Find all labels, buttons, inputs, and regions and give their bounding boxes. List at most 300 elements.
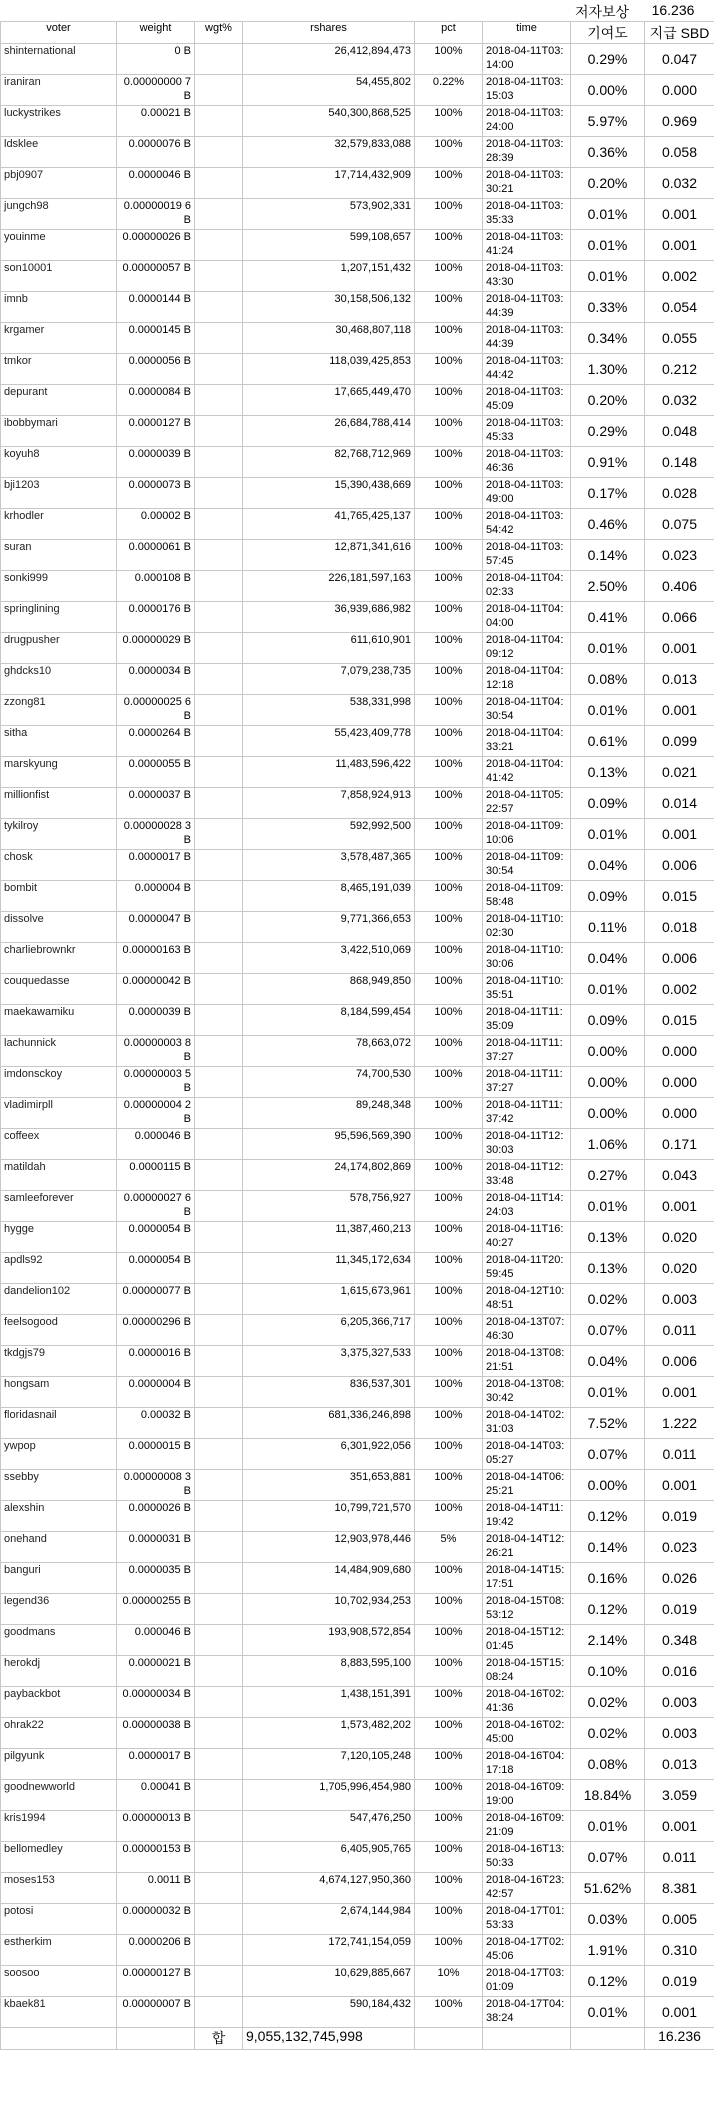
- table-row: [1, 478, 714, 509]
- voter-cell: krgamer: [1, 323, 117, 354]
- pct-cell: 100%: [415, 1315, 483, 1346]
- table-row: [1, 1904, 714, 1935]
- voter-cell: kris1994: [1, 1811, 117, 1842]
- table-row: [1, 1129, 714, 1160]
- rshares-cell: 573,902,331: [243, 199, 415, 230]
- time-cell: 2018-04-12T10:48:51: [483, 1284, 571, 1315]
- time-cell: 2018-04-11T16:40:27: [483, 1222, 571, 1253]
- wgt-pct-cell: [195, 788, 243, 819]
- author-reward-value: 16.236: [651, 2, 695, 18]
- rshares-cell: 11,387,460,213: [243, 1222, 415, 1253]
- weight-cell: 0.00000027 6 B: [117, 1191, 195, 1222]
- wgt-pct-cell: [195, 509, 243, 540]
- wgt-pct-cell: [195, 106, 243, 137]
- sbd-cell: 3.059: [645, 1780, 714, 1811]
- voter-cell: ghdcks10: [1, 664, 117, 695]
- contribution-cell: 0.33%: [571, 292, 645, 323]
- contribution-cell: 0.01%: [571, 695, 645, 726]
- contribution-cell: 0.14%: [571, 1532, 645, 1563]
- time-cell: 2018-04-14T11:19:42: [483, 1501, 571, 1532]
- contribution-cell: 0.02%: [571, 1687, 645, 1718]
- pct-cell: 100%: [415, 1873, 483, 1904]
- wgt-pct-cell: [195, 1067, 243, 1098]
- time-cell: 2018-04-14T15:17:51: [483, 1563, 571, 1594]
- wgt-pct-cell: [195, 850, 243, 881]
- rshares-cell: 6,205,366,717: [243, 1315, 415, 1346]
- sbd-cell: 0.019: [645, 1594, 714, 1625]
- table-row: [1, 416, 714, 447]
- pct-cell: 100%: [415, 1098, 483, 1129]
- pct-cell: 100%: [415, 912, 483, 943]
- contribution-cell: 0.01%: [571, 1377, 645, 1408]
- contribution-cell: 0.08%: [571, 1749, 645, 1780]
- voter-cell: goodmans: [1, 1625, 117, 1656]
- column-header-contribution: 기여도: [571, 22, 645, 44]
- rshares-cell: 30,468,807,118: [243, 323, 415, 354]
- rshares-cell: 172,741,154,059: [243, 1935, 415, 1966]
- voter-cell: bellomedley: [1, 1842, 117, 1873]
- rshares-cell: 226,181,597,163: [243, 571, 415, 602]
- pct-cell: 100%: [415, 1997, 483, 2028]
- table-row: [1, 943, 714, 974]
- rshares-cell: 74,700,530: [243, 1067, 415, 1098]
- weight-cell: 0.0000039 B: [117, 1005, 195, 1036]
- sbd-cell: 0.002: [645, 261, 714, 292]
- voter-cell: ibobbymari: [1, 416, 117, 447]
- rshares-cell: 578,756,927: [243, 1191, 415, 1222]
- wgt-pct-cell: [195, 1966, 243, 1997]
- voter-cell: luckystrikes: [1, 106, 117, 137]
- rshares-cell: 1,438,151,391: [243, 1687, 415, 1718]
- time-cell: 2018-04-16T02:41:36: [483, 1687, 571, 1718]
- sbd-cell: 0.019: [645, 1966, 714, 1997]
- sbd-cell: 0.001: [645, 1191, 714, 1222]
- pct-cell: 100%: [415, 1036, 483, 1067]
- rshares-cell: 1,615,673,961: [243, 1284, 415, 1315]
- time-cell: 2018-04-11T11:37:27: [483, 1036, 571, 1067]
- sbd-cell: 0.001: [645, 1470, 714, 1501]
- wgt-pct-cell: [195, 1501, 243, 1532]
- table-row: [1, 974, 714, 1005]
- voter-cell: hongsam: [1, 1377, 117, 1408]
- pct-cell: 100%: [415, 726, 483, 757]
- voter-cell: alexshin: [1, 1501, 117, 1532]
- time-cell: 2018-04-13T08:21:51: [483, 1346, 571, 1377]
- table-header-row: [1, 22, 714, 44]
- wgt-pct-cell: [195, 1625, 243, 1656]
- sbd-cell: 0.023: [645, 540, 714, 571]
- weight-cell: 0.0000004 B: [117, 1377, 195, 1408]
- weight-cell: 0.00000004 2 B: [117, 1098, 195, 1129]
- weight-cell: 0.00000007 B: [117, 1997, 195, 2028]
- contribution-cell: 0.00%: [571, 75, 645, 106]
- wgt-pct-cell: [195, 385, 243, 416]
- rshares-cell: 3,578,487,365: [243, 850, 415, 881]
- sbd-cell: 0.969: [645, 106, 714, 137]
- rshares-cell: 10,629,885,667: [243, 1966, 415, 1997]
- pct-cell: 100%: [415, 1594, 483, 1625]
- wgt-pct-cell: [195, 912, 243, 943]
- contribution-cell: 0.09%: [571, 788, 645, 819]
- time-cell: 2018-04-11T03:14:00: [483, 44, 571, 75]
- rshares-cell: 8,883,595,100: [243, 1656, 415, 1687]
- voter-cell: sonki999: [1, 571, 117, 602]
- weight-cell: 0.0000039 B: [117, 447, 195, 478]
- contribution-cell: 0.12%: [571, 1501, 645, 1532]
- column-header-rshares: rshares: [243, 22, 415, 44]
- wgt-pct-cell: [195, 881, 243, 912]
- contribution-cell: 0.20%: [571, 168, 645, 199]
- time-cell: 2018-04-16T13:50:33: [483, 1842, 571, 1873]
- rshares-cell: 611,610,901: [243, 633, 415, 664]
- rshares-cell: 118,039,425,853: [243, 354, 415, 385]
- time-cell: 2018-04-17T03:01:09: [483, 1966, 571, 1997]
- pct-cell: 100%: [415, 199, 483, 230]
- contribution-cell: 0.36%: [571, 137, 645, 168]
- table-row: [1, 1408, 714, 1439]
- time-cell: 2018-04-11T04:09:12: [483, 633, 571, 664]
- table-row: [1, 1842, 714, 1873]
- table-row: [1, 292, 714, 323]
- pct-cell: 100%: [415, 974, 483, 1005]
- contribution-cell: 0.46%: [571, 509, 645, 540]
- wgt-pct-cell: [195, 1253, 243, 1284]
- weight-cell: 0.00000028 3 B: [117, 819, 195, 850]
- contribution-cell: 0.17%: [571, 478, 645, 509]
- pct-cell: 100%: [415, 1129, 483, 1160]
- time-cell: 2018-04-11T03:43:30: [483, 261, 571, 292]
- sbd-cell: 0.032: [645, 385, 714, 416]
- sbd-cell: 0.003: [645, 1718, 714, 1749]
- voter-cell: tmkor: [1, 354, 117, 385]
- sbd-cell: 0.001: [645, 199, 714, 230]
- pct-cell: 10%: [415, 1966, 483, 1997]
- contribution-cell: 0.00%: [571, 1470, 645, 1501]
- contribution-cell: 0.27%: [571, 1160, 645, 1191]
- rshares-cell: 36,939,686,982: [243, 602, 415, 633]
- weight-cell: 0.00000127 B: [117, 1966, 195, 1997]
- time-cell: 2018-04-11T04:04:00: [483, 602, 571, 633]
- voter-cell: chosk: [1, 850, 117, 881]
- sbd-cell: 0.406: [645, 571, 714, 602]
- voter-cell: estherkim: [1, 1935, 117, 1966]
- voter-cell: ldsklee: [1, 137, 117, 168]
- wgt-pct-cell: [195, 292, 243, 323]
- rshares-cell: 7,120,105,248: [243, 1749, 415, 1780]
- voter-cell: matildah: [1, 1160, 117, 1191]
- time-cell: 2018-04-11T11:37:27: [483, 1067, 571, 1098]
- rshares-cell: 12,903,978,446: [243, 1532, 415, 1563]
- voter-cell: tkdgjs79: [1, 1346, 117, 1377]
- contribution-cell: 0.01%: [571, 261, 645, 292]
- rshares-cell: 10,799,721,570: [243, 1501, 415, 1532]
- weight-cell: 0.0000084 B: [117, 385, 195, 416]
- contribution-cell: 0.01%: [571, 633, 645, 664]
- table-row: [1, 881, 714, 912]
- pct-cell: 100%: [415, 447, 483, 478]
- table-row: [1, 75, 714, 106]
- rshares-cell: 11,483,596,422: [243, 757, 415, 788]
- wgt-pct-cell: [195, 1594, 243, 1625]
- sbd-cell: 0.020: [645, 1222, 714, 1253]
- rshares-cell: 2,674,144,984: [243, 1904, 415, 1935]
- pct-cell: 100%: [415, 1005, 483, 1036]
- sbd-cell: 0.000: [645, 1098, 714, 1129]
- summary-empty: [415, 2028, 483, 2050]
- voter-cell: imdonsckoy: [1, 1067, 117, 1098]
- voter-cell: krhodler: [1, 509, 117, 540]
- table-row: [1, 168, 714, 199]
- sbd-cell: 0.171: [645, 1129, 714, 1160]
- sbd-cell: 0.023: [645, 1532, 714, 1563]
- wgt-pct-cell: [195, 1563, 243, 1594]
- table-row: [1, 757, 714, 788]
- rshares-cell: 24,174,802,869: [243, 1160, 415, 1191]
- table-row: [1, 1253, 714, 1284]
- wgt-pct-cell: [195, 1749, 243, 1780]
- weight-cell: 0.0000176 B: [117, 602, 195, 633]
- table-row: [1, 571, 714, 602]
- voter-cell: lachunnick: [1, 1036, 117, 1067]
- contribution-cell: 0.10%: [571, 1656, 645, 1687]
- table-row: [1, 1966, 714, 1997]
- table-row: [1, 1377, 714, 1408]
- table-row: [1, 261, 714, 292]
- time-cell: 2018-04-13T07:46:30: [483, 1315, 571, 1346]
- author-reward-header: [0, 0, 714, 21]
- time-cell: 2018-04-11T03:45:09: [483, 385, 571, 416]
- contribution-cell: 18.84%: [571, 1780, 645, 1811]
- voter-cell: marskyung: [1, 757, 117, 788]
- time-cell: 2018-04-11T03:44:39: [483, 292, 571, 323]
- contribution-cell: 0.01%: [571, 974, 645, 1005]
- weight-cell: 0.00021 B: [117, 106, 195, 137]
- sbd-cell: 0.212: [645, 354, 714, 385]
- wgt-pct-cell: [195, 416, 243, 447]
- contribution-cell: 0.00%: [571, 1098, 645, 1129]
- pct-cell: 100%: [415, 1842, 483, 1873]
- table-row: [1, 1284, 714, 1315]
- wgt-pct-cell: [195, 1377, 243, 1408]
- weight-cell: 0.0000047 B: [117, 912, 195, 943]
- table-row: [1, 323, 714, 354]
- pct-cell: 100%: [415, 757, 483, 788]
- weight-cell: 0.0000035 B: [117, 1563, 195, 1594]
- pct-cell: 100%: [415, 1904, 483, 1935]
- sbd-cell: 0.001: [645, 633, 714, 664]
- weight-cell: 0.0000031 B: [117, 1532, 195, 1563]
- time-cell: 2018-04-11T03:41:24: [483, 230, 571, 261]
- voter-cell: charliebrownkr: [1, 943, 117, 974]
- sbd-cell: 0.006: [645, 943, 714, 974]
- wgt-pct-cell: [195, 1408, 243, 1439]
- time-cell: 2018-04-16T09:21:09: [483, 1811, 571, 1842]
- wgt-pct-cell: [195, 819, 243, 850]
- pct-cell: 100%: [415, 571, 483, 602]
- table-row: [1, 1997, 714, 2028]
- column-header-sbd: 지급 SBD: [645, 22, 714, 44]
- contribution-cell: 0.29%: [571, 44, 645, 75]
- time-cell: 2018-04-11T09:30:54: [483, 850, 571, 881]
- rshares-cell: 9,771,366,653: [243, 912, 415, 943]
- voter-cell: dissolve: [1, 912, 117, 943]
- time-cell: 2018-04-11T12:33:48: [483, 1160, 571, 1191]
- summary-label: 합: [195, 2028, 243, 2050]
- pct-cell: 100%: [415, 385, 483, 416]
- wgt-pct-cell: [195, 1315, 243, 1346]
- table-row: [1, 1191, 714, 1222]
- time-cell: 2018-04-11T10:30:06: [483, 943, 571, 974]
- sbd-cell: 0.013: [645, 1749, 714, 1780]
- table-row: [1, 1346, 714, 1377]
- weight-cell: 0.00000025 6 B: [117, 695, 195, 726]
- sbd-cell: 0.011: [645, 1315, 714, 1346]
- pct-cell: 100%: [415, 881, 483, 912]
- wgt-pct-cell: [195, 664, 243, 695]
- sbd-cell: 0.066: [645, 602, 714, 633]
- sbd-cell: 0.014: [645, 788, 714, 819]
- wgt-pct-cell: [195, 75, 243, 106]
- table-row: [1, 1036, 714, 1067]
- table-row: [1, 1687, 714, 1718]
- time-cell: 2018-04-11T20:59:45: [483, 1253, 571, 1284]
- voter-cell: goodnewworld: [1, 1780, 117, 1811]
- wgt-pct-cell: [195, 695, 243, 726]
- voter-cell: zzong81: [1, 695, 117, 726]
- pct-cell: 100%: [415, 1656, 483, 1687]
- weight-cell: 0.00000042 B: [117, 974, 195, 1005]
- wgt-pct-cell: [195, 1005, 243, 1036]
- vote-rows: [1, 44, 714, 2028]
- time-cell: 2018-04-11T10:02:30: [483, 912, 571, 943]
- wgt-pct-cell: [195, 1191, 243, 1222]
- wgt-pct-cell: [195, 540, 243, 571]
- time-cell: 2018-04-14T03:05:27: [483, 1439, 571, 1470]
- rshares-cell: 12,871,341,616: [243, 540, 415, 571]
- contribution-cell: 0.01%: [571, 230, 645, 261]
- sbd-cell: 0.026: [645, 1563, 714, 1594]
- time-cell: 2018-04-15T08:53:12: [483, 1594, 571, 1625]
- time-cell: 2018-04-11T03:30:21: [483, 168, 571, 199]
- voter-cell: suran: [1, 540, 117, 571]
- wgt-pct-cell: [195, 354, 243, 385]
- pct-cell: 100%: [415, 819, 483, 850]
- table-row: [1, 633, 714, 664]
- weight-cell: 0.00000077 B: [117, 1284, 195, 1315]
- wgt-pct-cell: [195, 137, 243, 168]
- rshares-cell: 15,390,438,669: [243, 478, 415, 509]
- pct-cell: 100%: [415, 137, 483, 168]
- wgt-pct-cell: [195, 757, 243, 788]
- weight-cell: 0.00000008 3 B: [117, 1470, 195, 1501]
- time-cell: 2018-04-11T05:22:57: [483, 788, 571, 819]
- time-cell: 2018-04-11T03:44:39: [483, 323, 571, 354]
- pct-cell: 100%: [415, 230, 483, 261]
- vote-table: [0, 21, 714, 2050]
- voter-cell: paybackbot: [1, 1687, 117, 1718]
- pct-cell: 100%: [415, 664, 483, 695]
- sbd-cell: 0.075: [645, 509, 714, 540]
- contribution-cell: 0.13%: [571, 757, 645, 788]
- sbd-cell: 0.001: [645, 1811, 714, 1842]
- weight-cell: 0.0000054 B: [117, 1222, 195, 1253]
- sbd-cell: 0.048: [645, 416, 714, 447]
- sbd-cell: 0.001: [645, 1377, 714, 1408]
- voter-cell: bombit: [1, 881, 117, 912]
- rshares-cell: 547,476,250: [243, 1811, 415, 1842]
- time-cell: 2018-04-16T09:19:00: [483, 1780, 571, 1811]
- contribution-cell: 0.01%: [571, 1191, 645, 1222]
- pct-cell: 100%: [415, 602, 483, 633]
- rshares-cell: 17,714,432,909: [243, 168, 415, 199]
- rshares-cell: 78,663,072: [243, 1036, 415, 1067]
- voter-cell: son10001: [1, 261, 117, 292]
- rshares-cell: 6,301,922,056: [243, 1439, 415, 1470]
- sbd-cell: 0.001: [645, 230, 714, 261]
- table-row: [1, 1935, 714, 1966]
- contribution-cell: 0.04%: [571, 850, 645, 881]
- weight-cell: 0.0000061 B: [117, 540, 195, 571]
- pct-cell: 100%: [415, 354, 483, 385]
- sbd-cell: 0.005: [645, 1904, 714, 1935]
- voter-cell: maekawamiku: [1, 1005, 117, 1036]
- contribution-cell: 0.04%: [571, 943, 645, 974]
- voter-cell: dandelion102: [1, 1284, 117, 1315]
- weight-cell: 0.0000127 B: [117, 416, 195, 447]
- contribution-cell: 51.62%: [571, 1873, 645, 1904]
- weight-cell: 0.00000296 B: [117, 1315, 195, 1346]
- weight-cell: 0.00000153 B: [117, 1842, 195, 1873]
- sbd-cell: 0.058: [645, 137, 714, 168]
- column-header-weight: weight: [117, 22, 195, 44]
- pct-cell: 100%: [415, 509, 483, 540]
- pct-cell: 0.22%: [415, 75, 483, 106]
- pct-cell: 100%: [415, 323, 483, 354]
- voter-cell: springlining: [1, 602, 117, 633]
- pct-cell: 100%: [415, 695, 483, 726]
- table-row: [1, 1625, 714, 1656]
- contribution-cell: 0.07%: [571, 1315, 645, 1346]
- sbd-cell: 0.018: [645, 912, 714, 943]
- contribution-cell: 0.16%: [571, 1563, 645, 1594]
- voter-cell: hygge: [1, 1222, 117, 1253]
- table-row: [1, 1532, 714, 1563]
- rshares-cell: 54,455,802: [243, 75, 415, 106]
- wgt-pct-cell: [195, 1160, 243, 1191]
- voter-cell: iraniran: [1, 75, 117, 106]
- voter-cell: potosi: [1, 1904, 117, 1935]
- column-header-voter: voter: [1, 22, 117, 44]
- time-cell: 2018-04-14T02:31:03: [483, 1408, 571, 1439]
- sbd-cell: 0.006: [645, 850, 714, 881]
- table-row: [1, 509, 714, 540]
- rshares-cell: 11,345,172,634: [243, 1253, 415, 1284]
- summary-empty: [483, 2028, 571, 2050]
- table-row: [1, 137, 714, 168]
- rshares-cell: 538,331,998: [243, 695, 415, 726]
- voter-cell: feelsogood: [1, 1315, 117, 1346]
- time-cell: 2018-04-17T01:53:33: [483, 1904, 571, 1935]
- time-cell: 2018-04-11T03:28:39: [483, 137, 571, 168]
- voter-cell: drugpusher: [1, 633, 117, 664]
- table-row: [1, 1439, 714, 1470]
- contribution-cell: 0.12%: [571, 1594, 645, 1625]
- weight-cell: 0.00000000 7 B: [117, 75, 195, 106]
- sbd-cell: 0.000: [645, 75, 714, 106]
- wgt-pct-cell: [195, 447, 243, 478]
- weight-cell: 0.0000206 B: [117, 1935, 195, 1966]
- wgt-pct-cell: [195, 1098, 243, 1129]
